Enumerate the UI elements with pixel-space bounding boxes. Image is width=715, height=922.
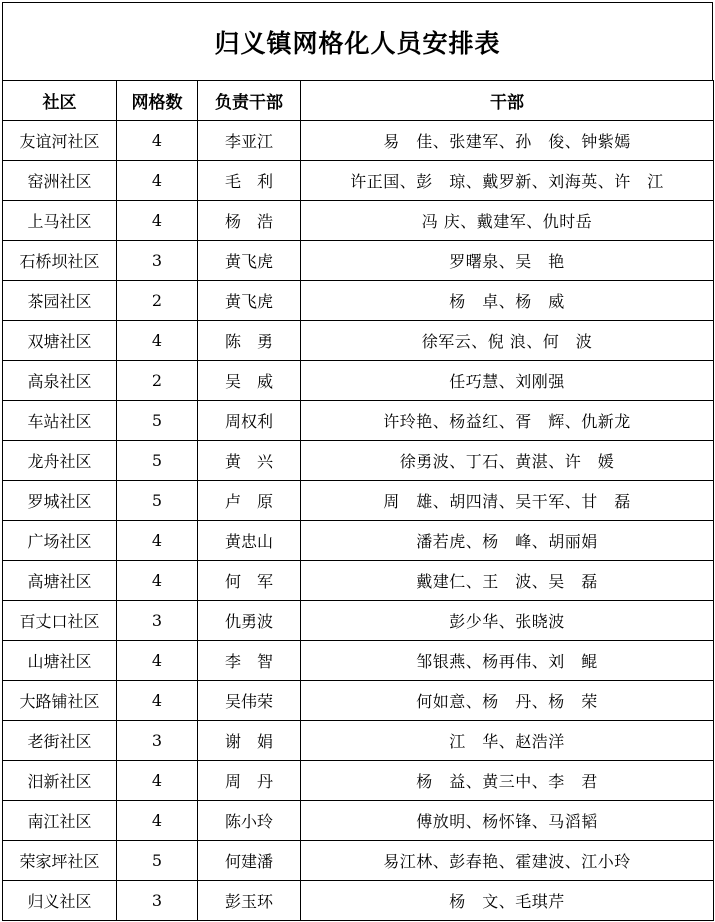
community-cell: 友谊河社区 xyxy=(3,121,117,161)
community-cell: 广场社区 xyxy=(3,521,117,561)
leader-cell: 黄忠山 xyxy=(198,521,301,561)
cadres-cell: 杨 卓、杨 威 xyxy=(301,281,714,321)
leader-cell: 李 智 xyxy=(198,641,301,681)
community-cell: 上马社区 xyxy=(3,201,117,241)
community-cell: 荣家坪社区 xyxy=(3,841,117,881)
cadres-cell: 徐军云、倪 浪、何 波 xyxy=(301,321,714,361)
cadres-cell: 徐勇波、丁石、黄湛、许 媛 xyxy=(301,441,714,481)
cadres-cell: 傅放明、杨怀锋、马滔韬 xyxy=(301,801,714,841)
table-row xyxy=(3,881,714,921)
cadres-cell: 邹银燕、杨再伟、刘 鲲 xyxy=(301,641,714,681)
leader-cell: 毛 利 xyxy=(198,161,301,201)
leader-cell: 卢 原 xyxy=(198,481,301,521)
community-cell: 汨新社区 xyxy=(3,761,117,801)
grid-count-cell: 4 xyxy=(117,321,198,361)
leader-cell: 陈小玲 xyxy=(198,801,301,841)
community-cell: 大路铺社区 xyxy=(3,681,117,721)
table-row xyxy=(3,241,714,281)
table-row xyxy=(3,561,714,601)
cadres-cell: 许正国、彭 琼、戴罗新、刘海英、许 江 xyxy=(301,161,714,201)
table-row xyxy=(3,841,714,881)
leader-cell: 周 丹 xyxy=(198,761,301,801)
community-cell: 罗城社区 xyxy=(3,481,117,521)
cadres-cell: 易江林、彭春艳、霍建波、江小玲 xyxy=(301,841,714,881)
grid-count-cell: 3 xyxy=(117,241,198,281)
grid-count-cell: 4 xyxy=(117,161,198,201)
grid-count-cell: 5 xyxy=(117,441,198,481)
cadres-cell: 许玲艳、杨益红、胥 辉、仇新龙 xyxy=(301,401,714,441)
leader-cell: 仇勇波 xyxy=(198,601,301,641)
table-body xyxy=(3,121,714,921)
grid-count-cell: 5 xyxy=(117,481,198,521)
table-row xyxy=(3,401,714,441)
cadres-cell: 戴建仁、王 波、吴 磊 xyxy=(301,561,714,601)
community-cell: 双塘社区 xyxy=(3,321,117,361)
table-row xyxy=(3,681,714,721)
table-row xyxy=(3,441,714,481)
table-row xyxy=(3,121,714,161)
grid-count-cell: 3 xyxy=(117,881,198,921)
community-cell: 石桥坝社区 xyxy=(3,241,117,281)
cadres-cell: 罗曙泉、吴 艳 xyxy=(301,241,714,281)
table-row xyxy=(3,521,714,561)
cadres-cell: 江 华、赵浩洋 xyxy=(301,721,714,761)
cadres-cell: 杨 益、黄三中、李 君 xyxy=(301,761,714,801)
table-row xyxy=(3,601,714,641)
grid-count-cell: 4 xyxy=(117,681,198,721)
table-title: 归义镇网格化人员安排表 xyxy=(2,2,713,80)
table-row xyxy=(3,321,714,361)
header-grid-count: 网格数 xyxy=(117,81,198,121)
grid-count-cell: 4 xyxy=(117,801,198,841)
community-cell: 百丈口社区 xyxy=(3,601,117,641)
grid-count-cell: 4 xyxy=(117,761,198,801)
leader-cell: 周权利 xyxy=(198,401,301,441)
staff-arrangement-table xyxy=(2,80,714,921)
community-cell: 窑洲社区 xyxy=(3,161,117,201)
leader-cell: 何建潘 xyxy=(198,841,301,881)
community-cell: 车站社区 xyxy=(3,401,117,441)
table-row xyxy=(3,761,714,801)
cadres-cell: 何如意、杨 丹、杨 荣 xyxy=(301,681,714,721)
header-community: 社区 xyxy=(3,81,117,121)
community-cell: 茶园社区 xyxy=(3,281,117,321)
grid-count-cell: 4 xyxy=(117,641,198,681)
grid-count-cell: 4 xyxy=(117,121,198,161)
grid-count-cell: 5 xyxy=(117,401,198,441)
community-cell: 山塘社区 xyxy=(3,641,117,681)
leader-cell: 彭玉环 xyxy=(198,881,301,921)
community-cell: 南江社区 xyxy=(3,801,117,841)
leader-cell: 陈 勇 xyxy=(198,321,301,361)
table-row xyxy=(3,201,714,241)
table-row xyxy=(3,801,714,841)
cadres-cell: 冯 庆、戴建军、仇时岳 xyxy=(301,201,714,241)
cadres-cell: 周 雄、胡四清、吴干军、甘 磊 xyxy=(301,481,714,521)
community-cell: 老街社区 xyxy=(3,721,117,761)
leader-cell: 谢 娟 xyxy=(198,721,301,761)
header-row xyxy=(3,81,714,121)
table-row xyxy=(3,161,714,201)
table-row xyxy=(3,481,714,521)
grid-count-cell: 4 xyxy=(117,201,198,241)
table-row xyxy=(3,641,714,681)
leader-cell: 黄飞虎 xyxy=(198,241,301,281)
leader-cell: 杨 浩 xyxy=(198,201,301,241)
cadres-cell: 彭少华、张晓波 xyxy=(301,601,714,641)
leader-cell: 黄飞虎 xyxy=(198,281,301,321)
grid-count-cell: 3 xyxy=(117,601,198,641)
community-cell: 归义社区 xyxy=(3,881,117,921)
leader-cell: 李亚江 xyxy=(198,121,301,161)
grid-count-cell: 2 xyxy=(117,281,198,321)
leader-cell: 吴伟荣 xyxy=(198,681,301,721)
table-row xyxy=(3,721,714,761)
grid-count-cell: 3 xyxy=(117,721,198,761)
cadres-cell: 潘若虎、杨 峰、胡丽娟 xyxy=(301,521,714,561)
community-cell: 龙舟社区 xyxy=(3,441,117,481)
table-row xyxy=(3,281,714,321)
grid-count-cell: 2 xyxy=(117,361,198,401)
community-cell: 高泉社区 xyxy=(3,361,117,401)
leader-cell: 黄 兴 xyxy=(198,441,301,481)
leader-cell: 何 军 xyxy=(198,561,301,601)
grid-count-cell: 4 xyxy=(117,521,198,561)
grid-count-cell: 5 xyxy=(117,841,198,881)
community-cell: 高塘社区 xyxy=(3,561,117,601)
header-leader: 负责干部 xyxy=(198,81,301,121)
leader-cell: 吴 威 xyxy=(198,361,301,401)
cadres-cell: 杨 文、毛琪芹 xyxy=(301,881,714,921)
cadres-cell: 易 佳、张建军、孙 俊、钟紫嫣 xyxy=(301,121,714,161)
grid-count-cell: 4 xyxy=(117,561,198,601)
table-row xyxy=(3,361,714,401)
cadres-cell: 任巧慧、刘刚强 xyxy=(301,361,714,401)
header-cadres: 干部 xyxy=(301,81,714,121)
